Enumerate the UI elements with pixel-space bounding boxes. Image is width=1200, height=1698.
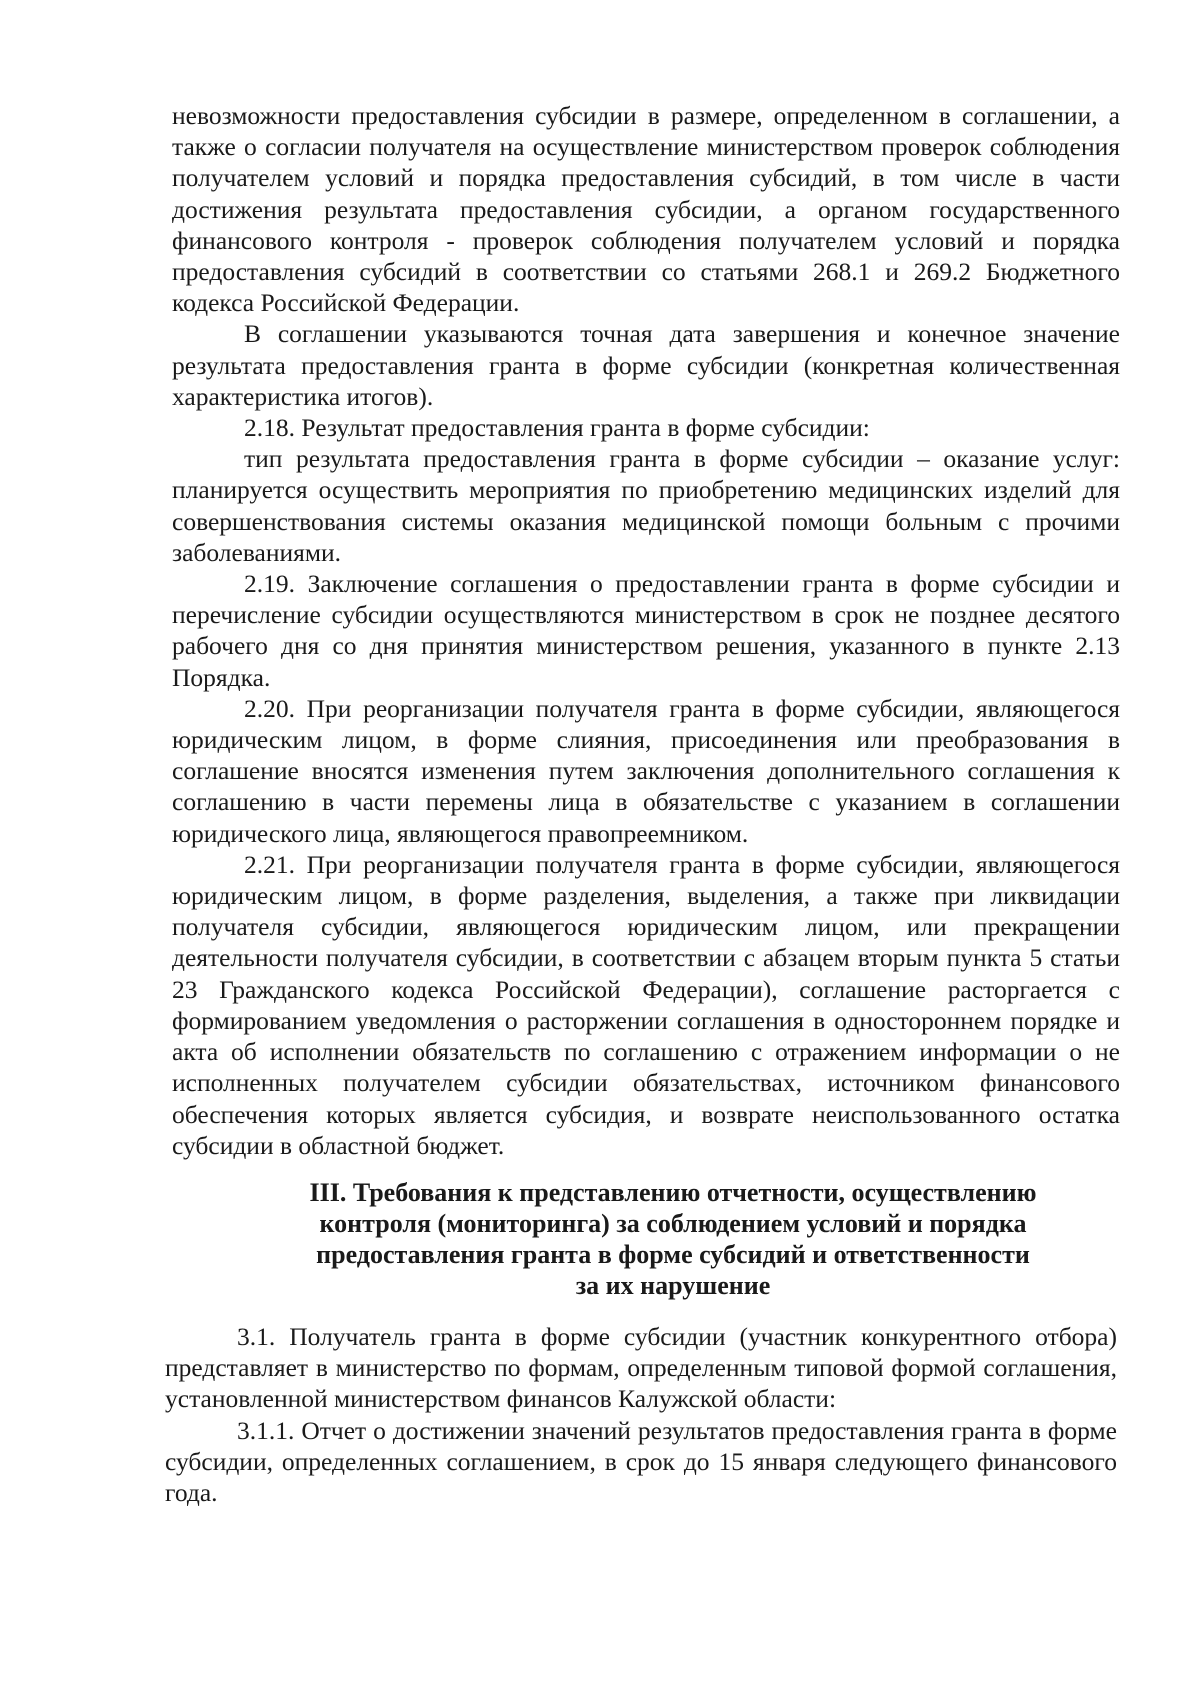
document-body — [172, 100, 1120, 1161]
section-heading-line: контроля (мониторинга) за соблюдением условий и порядка — [319, 1209, 1027, 1238]
section-heading-line: III. Требования к представлению отчетности, осуществлению — [309, 1178, 1037, 1207]
section-heading — [258, 1177, 1088, 1301]
paragraph-3-1: 3.1. Получатель гранта в форме субсидии (участник конкурентного отбора) представляет в министерство по формам, определенным типовой формой соглашения, установленной министерством финансов Калужской области: — [165, 1322, 1117, 1414]
paragraph-3-1-1: 3.1.1. Отчет о достижении значений результатов предоставления гранта в форме субсидии, определенных соглашением, в срок до 15 января следующего финансового года. — [165, 1415, 1117, 1508]
paragraph-2-21: 2.21. При реорганизации получателя гранта в форме субсидии, являющегося юридическим лицом, в форме разделения, выделения, а также при ликвидации получателя субсидии, являющегося юридическим лицом, или прекращении деятельности получателя субсидии, в соответствии с абзацем вторым пункта 5 статьи 23 Гражданского кодекса Российской Федерации), соглашение расторгается с формированием уведомления о расторжении соглашения в одностороннем порядке и акта об исполнении обязательств по соглашению с отражением информации о не исполненных получателем субсидии обязательствах, источником финансового обеспечения которых является субсидия, и возврате неиспользованного остатка субсидии в областной бюджет. — [172, 849, 1120, 1160]
paragraph-2-18: 2.18. Результат предоставления гранта в форме субсидии: — [244, 413, 870, 443]
paragraph-continuation: невозможности предоставления субсидии в размере, определенном в соглашении, а также о согласии получателя на осуществление министерством проверок соблюдения получателем условий и порядка предоставления субсидий, в том числе в части достижения результата предоставления субсидии, а органом государственного финансового контроля - проверок соблюдения получателем условий и порядка предоставления субсидий в соответствии со статьями 268.1 и 269.2 Бюджетного кодекса Российской Федерации. — [172, 101, 1120, 318]
paragraph-result-type: тип результата предоставления гранта в форме субсидии – оказание услуг: планируется осуществить мероприятия по приобретению медицинских изделий для совершенствования системы оказания медицинской помощи больным с прочими заболеваниями. — [172, 444, 1120, 567]
paragraph-2-20: 2.20. При реорганизации получателя гранта в форме субсидии, являющегося юридическим лицом, в форме слияния, присоединения или преобразования в соглашение вносятся изменения путем заключения дополнительного соглашения к соглашению в части перемены лица в обязательстве с указанием в соглашении юридического лица, являющегося правопреемником. — [172, 693, 1120, 848]
paragraph-2-19: 2.19. Заключение соглашения о предоставлении гранта в форме субсидии и перечисление субсидии осуществляются министерством в срок не позднее десятого рабочего дня со дня принятия министерством решения, указанного в пункте 2.13 Порядка. — [172, 569, 1120, 692]
section-heading-line: за их нарушение — [575, 1271, 771, 1300]
section-body — [165, 1321, 1117, 1508]
section-heading-line: предоставления гранта в форме субсидий и ответственности — [316, 1240, 1030, 1269]
paragraph-agreement-date: В соглашении указываются точная дата завершения и конечное значение результата предоставления гранта в форме субсидии (конкретная количественная характеристика итогов). — [172, 319, 1120, 411]
